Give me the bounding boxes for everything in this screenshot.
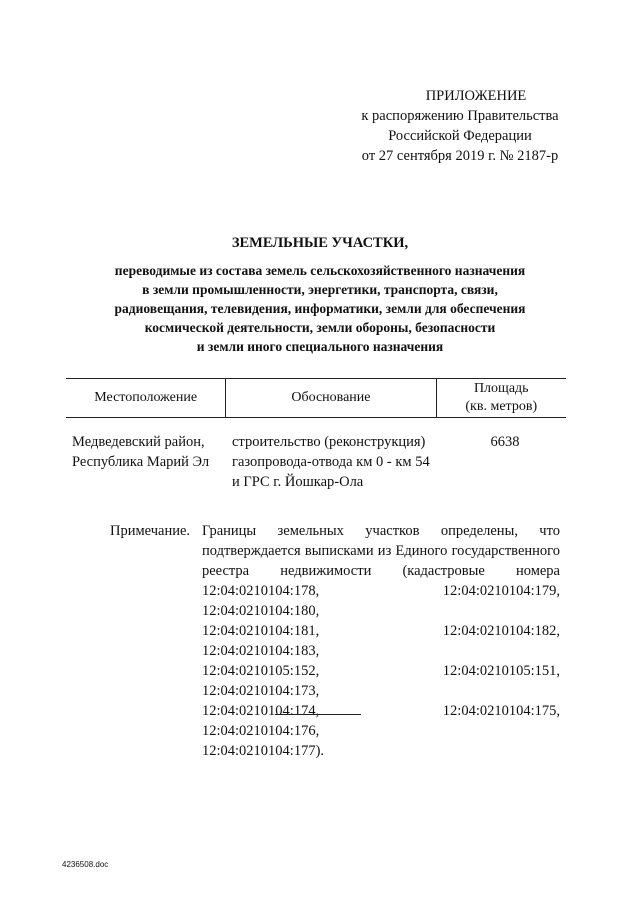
document-subtitle	[60, 261, 580, 356]
reason-line: строительство (реконструкция)	[232, 434, 426, 450]
note-line: Границы земельных участков определены, что	[202, 523, 560, 539]
subtitle-line: космической деятельности, земли обороны, безопасности	[144, 320, 496, 335]
document-title: ЗЕМЕЛЬНЫЕ УЧАСТКИ,	[231, 235, 409, 251]
location-line: Республика Марий Эл	[72, 454, 210, 470]
header-reason: Обоснование	[225, 379, 436, 417]
reason-line: и ГРС г. Йошкар-Ола	[232, 474, 364, 490]
appendix-line: Российской Федерации	[388, 128, 532, 144]
table-row	[72, 432, 572, 492]
subtitle-line: переводимые из состава земель сельскохозяйственного назначения	[114, 263, 526, 278]
note-line: подтверждается выписками из Единого государственного	[202, 543, 560, 559]
appendix-title: ПРИЛОЖЕНИЕ	[425, 88, 527, 104]
note-line: 12:04:0210104:181, 12:04:0210104:182, 12:04:0210104:183,	[202, 623, 560, 659]
note-line: 12:04:0210104:178, 12:04:0210104:179, 12:04:0210104:180,	[202, 583, 560, 619]
table-header-row	[66, 379, 566, 417]
header-location: Местоположение	[94, 390, 198, 405]
signature-separator	[275, 714, 361, 715]
subtitle-line: радиовещания, телевидения, информатики, земли для обеспечения	[114, 301, 526, 316]
cell-reason	[232, 432, 450, 492]
appendix-line: к распоряжению Правительства	[361, 108, 559, 124]
note-block	[110, 521, 560, 761]
table-header	[66, 378, 566, 418]
subtitle-line: в земли промышленности, энергетики, транспорта, связи,	[142, 282, 498, 297]
note-label: Примечание.	[110, 523, 191, 539]
document-heading	[60, 233, 580, 356]
appendix-block	[330, 86, 590, 166]
note-line: 12:04:0210105:152, 12:04:0210105:151, 12:04:0210104:173,	[202, 663, 560, 699]
cell-area: 6638	[490, 434, 520, 450]
reason-line: газопровода-отвода км 0 - км 54	[232, 454, 430, 470]
note-body	[202, 521, 560, 761]
header-area	[437, 379, 566, 417]
header-area-line: Площадь	[473, 381, 529, 396]
cell-location	[72, 432, 232, 492]
note-line: 12:04:0210104:174, 12:04:0210104:175, 12:04:0210104:176,	[202, 703, 560, 739]
table-header-rule	[66, 417, 566, 418]
subtitle-line: и земли иного специального назначения	[196, 339, 444, 354]
location-line: Медведевский район,	[72, 434, 205, 450]
header-area-line: (кв. метров)	[465, 399, 538, 414]
note-line: реестра недвижимости (кадастровые номера	[202, 563, 560, 579]
appendix-date-number: от 27 сентября 2019 г. № 2187-р	[361, 148, 559, 164]
note-line: 12:04:0210104:177).	[202, 743, 325, 759]
footer-filename: 4236508.doc	[62, 860, 109, 869]
